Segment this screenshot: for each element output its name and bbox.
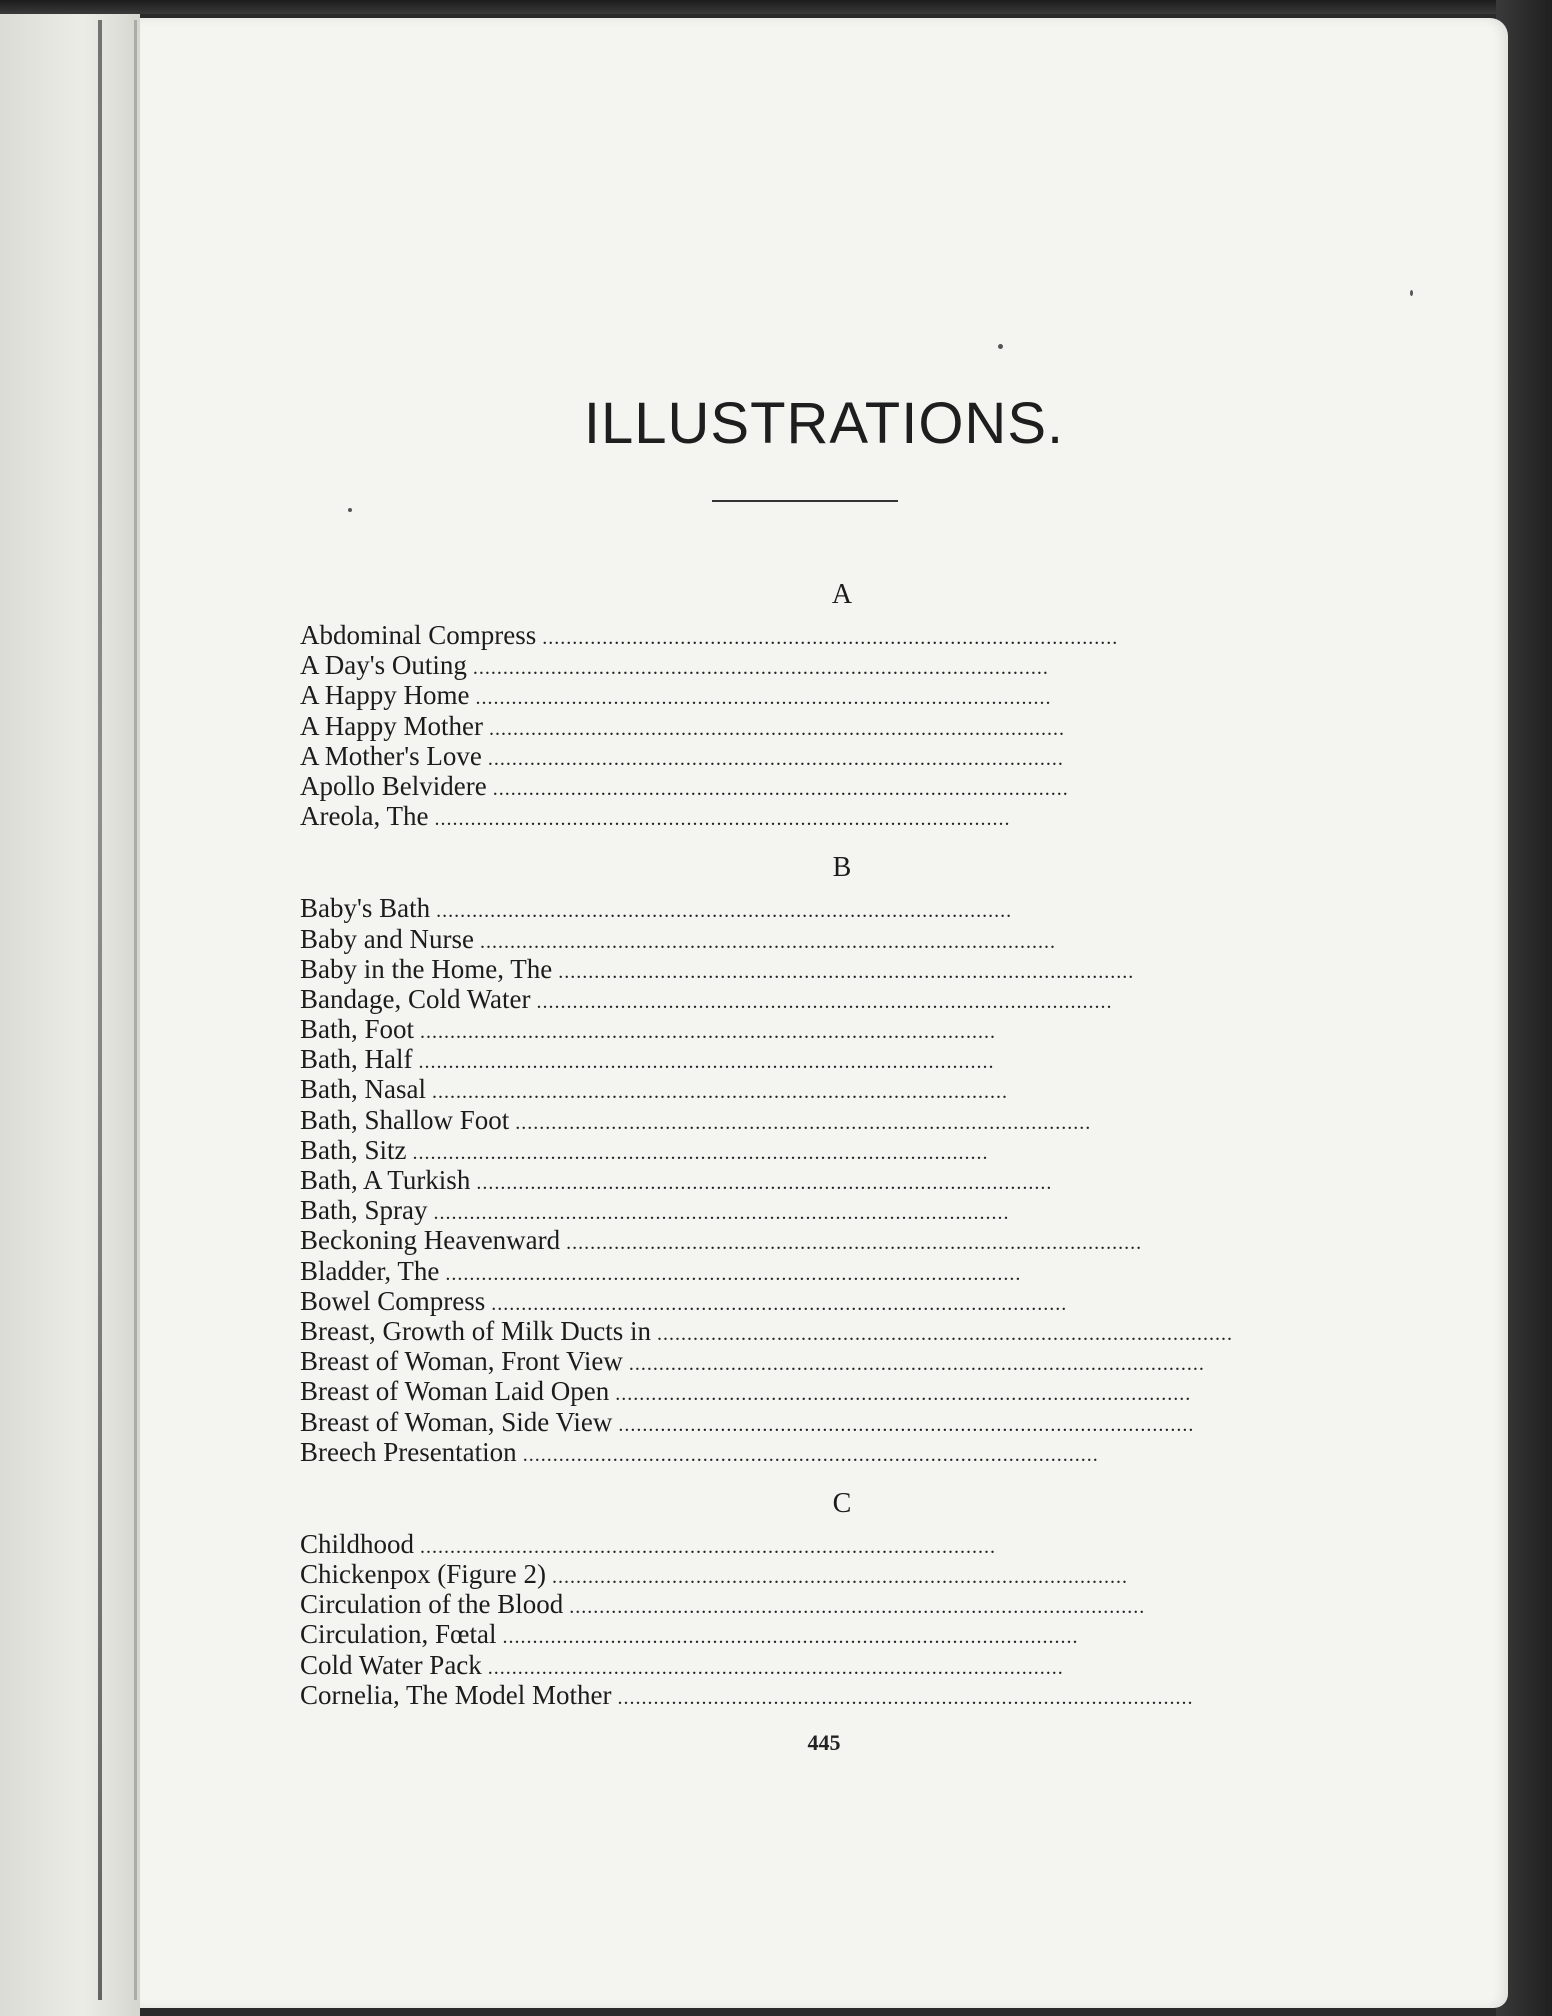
index-entry xyxy=(300,924,1384,954)
index-entry xyxy=(300,1225,1384,1255)
dot-leader xyxy=(542,623,1384,650)
index-entry xyxy=(300,1105,1384,1135)
dot-leader xyxy=(420,1017,1384,1044)
entry-title: Areola, The xyxy=(300,801,429,832)
dot-leader xyxy=(615,1379,1384,1406)
entry-title: A Happy Home xyxy=(300,680,470,711)
index-entry xyxy=(300,620,1384,650)
entry-title: Breech Presentation xyxy=(300,1436,517,1467)
page-number: 445 xyxy=(807,1730,841,1755)
dot-leader xyxy=(445,1259,1384,1286)
index-entry xyxy=(300,954,1384,984)
entry-title: Baby and Nurse xyxy=(300,923,474,954)
dot-leader xyxy=(476,1168,1384,1195)
entry-title: Childhood xyxy=(300,1528,415,1559)
dot-leader xyxy=(569,1592,1384,1619)
index-entry xyxy=(300,1437,1384,1467)
index-entry xyxy=(300,1559,1384,1589)
section-letter: A xyxy=(831,579,853,610)
dot-leader xyxy=(502,1622,1384,1649)
entry-title: Bath, Sitz xyxy=(300,1134,407,1165)
index-entry xyxy=(300,1286,1384,1316)
section-letter: B xyxy=(832,852,852,884)
index-entry xyxy=(300,741,1384,771)
entry-title: Bandage, Cold Water xyxy=(300,983,531,1014)
index-entry xyxy=(300,1256,1384,1286)
entry-title: Apollo Belvidere xyxy=(300,770,487,801)
entry-title: Chickenpox (Figure 2) xyxy=(300,1559,546,1590)
entry-title: Breast of Woman, Front View xyxy=(300,1346,623,1377)
index-entry xyxy=(300,1044,1384,1074)
dot-leader xyxy=(523,1440,1384,1467)
dot-leader xyxy=(475,683,1384,710)
paper-speck xyxy=(1410,290,1413,296)
dot-leader xyxy=(436,896,1384,923)
entry-title: Cold Water Pack xyxy=(300,1649,482,1680)
entry-title: Bath, Shallow Foot xyxy=(300,1104,510,1135)
index-entry xyxy=(300,893,1384,923)
index-entry xyxy=(300,650,1384,680)
dot-leader xyxy=(434,804,1384,831)
entry-title: A Happy Mother xyxy=(300,710,483,741)
book-page xyxy=(140,18,1508,2008)
dot-leader xyxy=(618,1410,1384,1437)
entry-title: Cornelia, The Model Mother xyxy=(300,1679,612,1710)
entry-title: Breast of Woman, Side View xyxy=(300,1406,613,1437)
index-entry xyxy=(300,1529,1384,1559)
index-entry xyxy=(300,1376,1384,1406)
dot-leader xyxy=(493,774,1384,801)
index-entry xyxy=(300,1619,1384,1649)
index-entry xyxy=(300,1074,1384,1104)
entry-title: A Day's Outing xyxy=(300,650,467,681)
paper-speck xyxy=(998,344,1003,349)
dot-leader xyxy=(617,1683,1384,1710)
dot-leader xyxy=(629,1349,1384,1376)
dot-leader xyxy=(657,1319,1384,1346)
binding-gutter-inner xyxy=(134,20,137,2000)
index-entry xyxy=(300,1680,1384,1710)
index-entry xyxy=(300,1650,1384,1680)
index-entry xyxy=(300,1165,1384,1195)
entry-title: Bath, Half xyxy=(300,1044,413,1075)
entry-title: Beckoning Heavenward xyxy=(300,1225,561,1256)
entry-title: A Mother's Love xyxy=(300,740,482,771)
illustrations-index xyxy=(300,558,1384,1710)
index-entry xyxy=(300,680,1384,710)
index-entry xyxy=(300,1316,1384,1346)
dot-leader xyxy=(420,1532,1384,1559)
index-section-b xyxy=(300,831,1384,1467)
dot-leader xyxy=(413,1138,1385,1165)
entry-title: Breast, Growth of Milk Ducts in xyxy=(300,1315,651,1346)
dot-leader xyxy=(418,1047,1384,1074)
index-entry xyxy=(300,1195,1384,1225)
entry-title: Bath, A Turkish xyxy=(300,1165,471,1195)
dot-leader xyxy=(491,1289,1384,1316)
entry-title: Abdominal Compress xyxy=(300,620,537,650)
dot-leader xyxy=(558,957,1384,984)
dot-leader xyxy=(480,927,1384,954)
dot-leader xyxy=(488,1653,1384,1680)
paper-speck xyxy=(348,508,352,512)
dot-leader xyxy=(566,1228,1384,1255)
entry-title: Baby in the Home, The xyxy=(300,953,553,984)
entry-title: Bladder, The xyxy=(300,1255,440,1286)
binding-gutter xyxy=(98,20,102,2000)
index-entry xyxy=(300,1346,1384,1376)
index-entry xyxy=(300,801,1384,831)
index-entry xyxy=(300,1407,1384,1437)
index-entry xyxy=(300,1135,1384,1165)
dot-leader xyxy=(515,1108,1384,1135)
dot-leader xyxy=(488,744,1384,771)
page-title: ILLUSTRATIONS. xyxy=(583,391,1065,456)
entry-title: Bath, Nasal xyxy=(300,1074,426,1105)
index-entry xyxy=(300,1014,1384,1044)
entry-title: Circulation, Fœtal xyxy=(300,1619,497,1650)
entry-title: Bath, Spray xyxy=(300,1195,428,1226)
dot-leader xyxy=(432,1077,1384,1104)
dot-leader xyxy=(537,987,1384,1014)
entry-title: Baby's Bath xyxy=(300,893,431,924)
entry-title: Bath, Foot xyxy=(300,1014,415,1045)
entry-title: Bowel Compress xyxy=(300,1285,486,1316)
index-entry xyxy=(300,771,1384,801)
dot-leader xyxy=(473,653,1384,680)
index-section-a xyxy=(300,558,1384,831)
entry-title: Circulation of the Blood xyxy=(300,1589,564,1620)
index-entry xyxy=(300,1589,1384,1619)
title-rule xyxy=(712,500,898,502)
dot-leader xyxy=(434,1198,1385,1225)
index-section-c xyxy=(300,1467,1384,1710)
previous-page-edge xyxy=(0,14,140,2016)
section-letter: C xyxy=(832,1487,852,1519)
index-entry xyxy=(300,984,1384,1014)
dot-leader xyxy=(489,714,1384,741)
index-entry xyxy=(300,711,1384,741)
scan-top-edge xyxy=(0,0,1552,14)
entry-title: Breast of Woman Laid Open xyxy=(300,1376,610,1407)
dot-leader xyxy=(552,1562,1384,1589)
